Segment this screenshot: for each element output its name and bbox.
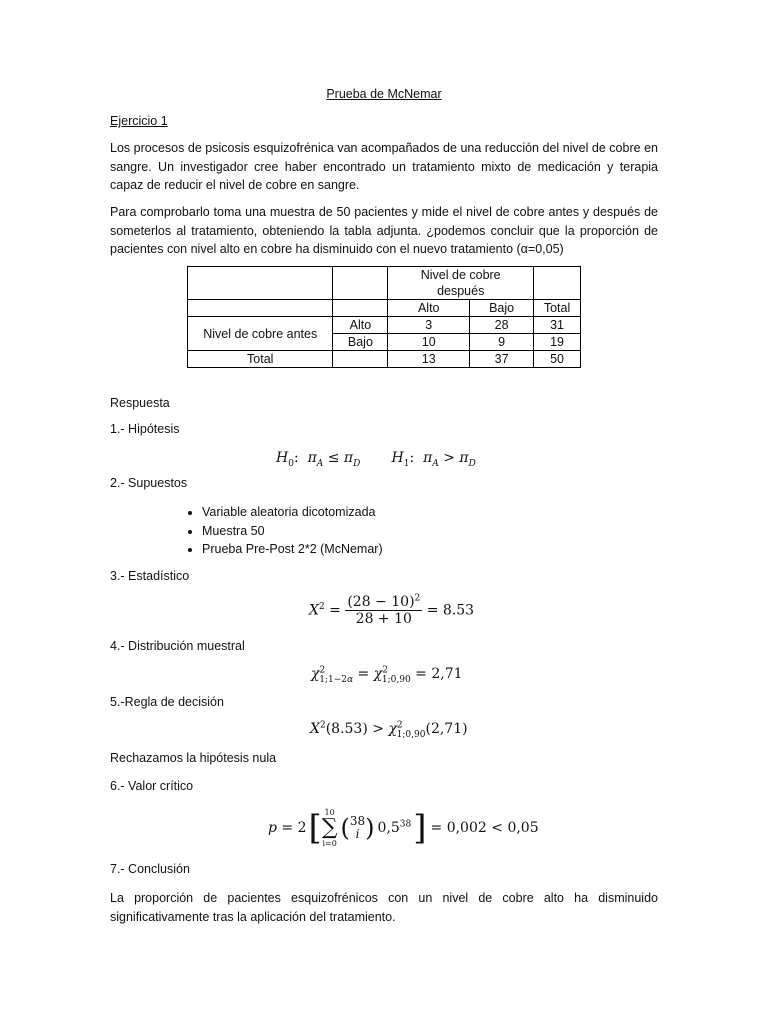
section-critical-label: 6.- Valor crítico	[110, 779, 194, 793]
fraction: $\frac{(28 - 10)^2}{28 + 10}$	[347, 593, 421, 627]
hypothesis-formula: $H_0$: $\pi_A \le \pi_D$ $H_1$: $\pi_A > \pi_D$	[276, 450, 476, 469]
pvalue-formula: p = 2 [ 10 ∑ i=0 ( 38 i ) $0,5^{38}$ ] = 0,002 < 0,05	[268, 808, 539, 848]
cell: 31	[534, 317, 581, 334]
list-item: • Muestra 50	[202, 522, 383, 541]
section-distribution-label: 4.- Distribución muestral	[110, 639, 245, 653]
table-row	[188, 351, 581, 368]
summation: 10 ∑ i=0	[321, 808, 338, 848]
section-statistic-label: 3.- Estadístico	[110, 569, 190, 583]
cell: 9	[470, 334, 534, 351]
table-row	[188, 317, 581, 334]
cell: 50	[534, 351, 581, 368]
table-row	[188, 267, 581, 300]
col-header-alto: Alto	[388, 300, 470, 317]
decision-conclusion: Rechazamos la hipótesis nula	[110, 751, 277, 765]
contingency-table	[187, 266, 581, 368]
cell: 19	[534, 334, 581, 351]
header-after: Nivel de cobre después	[388, 267, 534, 300]
binomial-coefficient: 38 i	[349, 814, 366, 841]
section-conclusion-label: 7.- Conclusión	[110, 862, 190, 876]
section-assumptions-label: 2.- Supuestos	[110, 476, 188, 490]
row-label-total: Total	[188, 351, 333, 368]
assumptions-list	[176, 503, 383, 559]
conclusion-paragraph: La proporción de pacientes esquizofrénicos con un nivel de cobre alto ha disminuido significativamente tras la aplicación del tratamiento.	[110, 891, 658, 924]
statistic-formula: $X^2$ = $\frac{(28 - 10)^2}{28 + 10}$ = 8.53	[309, 593, 475, 627]
row-group-label: Nivel de cobre antes	[188, 317, 333, 351]
cell: 37	[470, 351, 534, 368]
question-paragraph: Para comprobarlo toma una muestra de 50 pacientes y mide el nivel de cobre antes y después de someterlos al tratamiento, obteniendo la tabla adjunta. ¿podemos concluir que la proporción de pacientes con nivel alto en cobre ha disminuido con el nuevo tratamiento (α=0,05)	[110, 205, 658, 256]
cell: 28	[470, 317, 534, 334]
page-title: Prueba de McNemar	[326, 87, 442, 101]
exercise-heading: Ejercicio 1	[110, 114, 168, 128]
cell: 13	[388, 351, 470, 368]
list-item: • Prueba Pre-Post 2*2 (McNemar)	[202, 540, 383, 559]
table-row	[188, 300, 581, 317]
cell: 10	[388, 334, 470, 351]
intro-paragraph: Los procesos de psicosis esquizofrénica van acompañados de una reducción del nivel de cobre en sangre. Un investigador cree haber encontrado un tratamiento mixto de medicación y terapia capaz de reducir el nivel de cobre en sangre.	[110, 141, 658, 192]
list-item: • Variable aleatoria dicotomizada	[202, 503, 383, 522]
section-decision-label: 5.-Regla de decisión	[110, 695, 224, 709]
decision-formula: $X^2(8.53) > \chi^2_{1;0,90}(2,71)$	[310, 720, 468, 740]
cell: 3	[388, 317, 470, 334]
distribution-formula: $\chi^2_{1;1-2\alpha} = \chi^2_{1;0,90} = 2,71$	[311, 665, 463, 685]
row-label-alto: Alto	[333, 317, 388, 334]
col-header-bajo: Bajo	[470, 300, 534, 317]
section-hypothesis-label: 1.- Hipótesis	[110, 422, 180, 436]
answer-heading: Respuesta	[110, 396, 170, 410]
row-label-bajo: Bajo	[333, 334, 388, 351]
col-header-total: Total	[534, 300, 581, 317]
